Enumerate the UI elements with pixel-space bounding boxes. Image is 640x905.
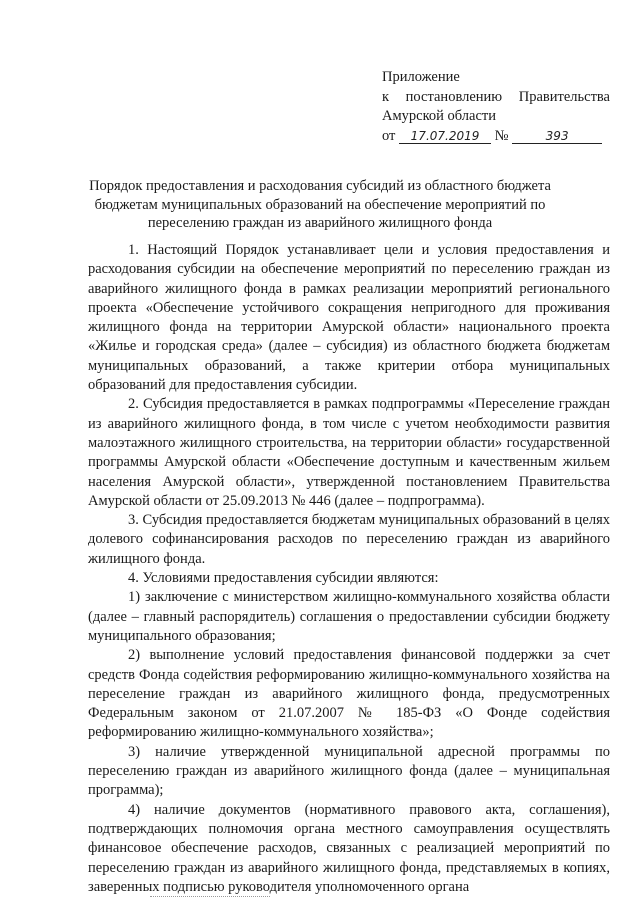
condition-4: 4) наличие документов (нормативного правового акта, соглашения), подтверждающих полномочия органа местного самоуправления осуществлять финансовое обеспечение расходов, связанных с реализацией мероприятий по переселению граждан из аварийного жилищного фонда, представляемых в копиях, заверенных подписью руководителя уполномоченного органа bbox=[88, 801, 610, 895]
condition-2: 2) выполнение условий предоставления финансовой поддержки за счет средств Фонда содействия реформированию жилищно-коммунального хозяйства на переселение граждан из аварийного жилищного фонда, предусмотренных Федеральным законом от 21.07.2007 № 185-ФЗ «О Фонде содействия реформированию жилищно-коммунального хозяйства»; bbox=[88, 647, 610, 741]
paragraph-3: 3. Субсидия предоставляется бюджетам муниципальных образований в целях долевого софинансирования расходов по переселению граждан из аварийного жилищного фонда. bbox=[88, 512, 610, 567]
condition-1: 1) заключение с министерством жилищно-коммунального хозяйства области (далее – главный распорядитель) соглашения о предоставлении субсидии бюджету муниципального образования; bbox=[88, 589, 610, 644]
paragraph-1: 1. Настоящий Порядок устанавливает цели и условия предоставления и расходования субсидии на обеспечение мероприятий по переселению граждан из аварийного жилищного фонда в рамках реализации мероприятий регионального проекта «Обеспечение устойчивого сокращения непригодного для проживания жилищного фонда на территории Амурской области» национального проекта «Жилье и городская среда» (далее – субсидия) из областного бюджета бюджетам муниципальных образований, а также критерии отбора муниципальных образований для предоставления субсидии. bbox=[88, 242, 610, 394]
document-title-line: переселению граждан из аварийного жилищного фонда bbox=[147, 215, 493, 231]
appendix-date-number-line bbox=[382, 127, 610, 147]
appendix-block bbox=[382, 68, 610, 146]
appendix-from-label: от bbox=[382, 127, 396, 144]
document-title-line: Порядок предоставления и расходования субсидий из областного бюджета bbox=[89, 178, 551, 194]
appendix-government: Правительства bbox=[518, 88, 610, 105]
appendix-resolution: постановлению bbox=[405, 88, 503, 105]
document-body bbox=[88, 241, 610, 897]
handwritten-number: 393 bbox=[512, 127, 602, 144]
appendix-to-word: к bbox=[382, 88, 390, 105]
appendix-resolution-line bbox=[382, 88, 610, 108]
scan-artifact bbox=[150, 896, 270, 900]
document-title-line: бюджетам муниципальных образований на обеспечение мероприятий по bbox=[94, 196, 546, 213]
handwritten-date: 17.07.2019 bbox=[399, 127, 491, 144]
condition-3: 3) наличие утвержденной муниципальной адресной программы по переселению граждан из аварийного жилищного фонда (далее – муниципальная программа); bbox=[88, 743, 610, 799]
document-title bbox=[60, 177, 580, 233]
appendix-region: Амурской области bbox=[382, 108, 496, 124]
appendix-number-label: № bbox=[494, 127, 509, 144]
paragraph-4: 4. Условиями предоставления субсидии являются: bbox=[128, 570, 439, 587]
paragraph-2: 2. Субсидия предоставляется в рамках подпрограммы «Переселение граждан из аварийного жилищного фонда, в том числе с учетом необходимости развития малоэтажного жилищного строительства, на территории области» государственной программы Амурской области «Обеспечение доступным и качественным жильем населения Амурской области», утвержденной постановлением Правительства Амурской области от 25.09.2013 № 446 (далее – подпрограмма). bbox=[88, 396, 610, 509]
appendix-title: Приложение bbox=[382, 69, 460, 85]
